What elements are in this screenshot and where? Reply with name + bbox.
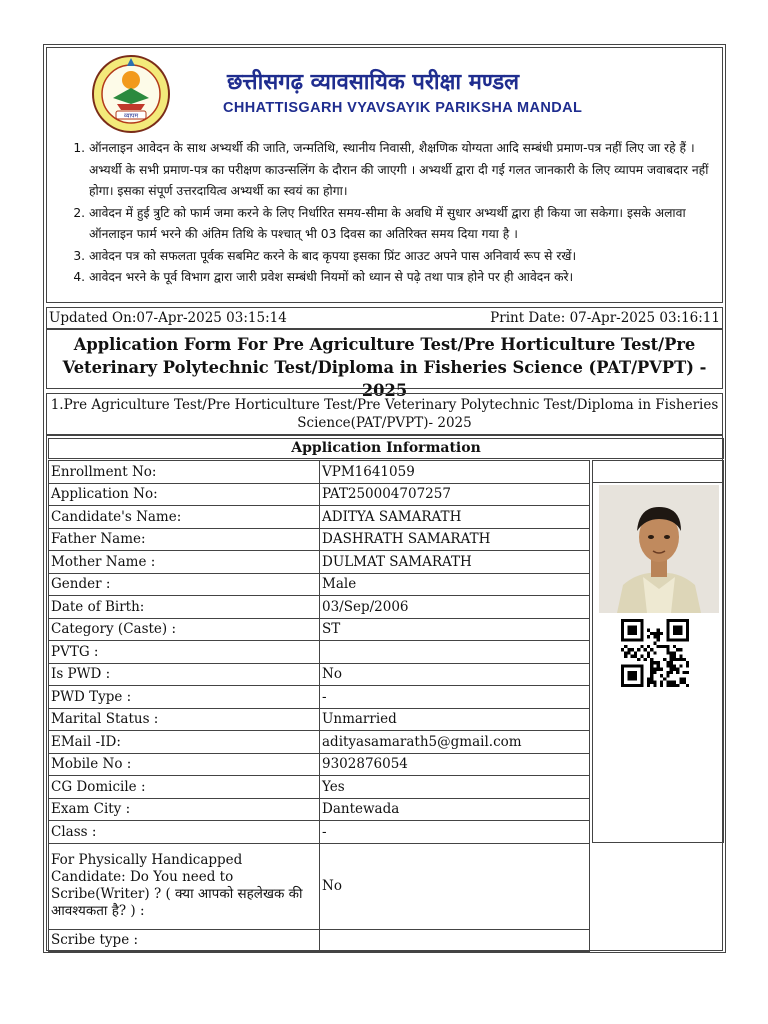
field-value: DULMAT SAMARATH: [320, 551, 590, 574]
header-section: [46, 47, 723, 303]
table-row: [49, 641, 590, 664]
field-label: Enrollment No:: [49, 461, 320, 484]
dates-bar: [46, 307, 723, 329]
field-value: No: [320, 663, 590, 686]
instruction-item: 3. आवेदन पत्र को सफलता पूर्वक सबमिट करने के बाद कृपया इसका प्रिंट आउट अपने पास अनिवार्य रूप से रखें।: [89, 246, 721, 268]
table-row: [49, 929, 590, 952]
table-row: [49, 843, 590, 929]
field-label: Class :: [49, 821, 320, 844]
instructions-list: [69, 138, 721, 289]
field-value: Unmarried: [320, 708, 590, 731]
application-sheet: [43, 44, 726, 953]
field-value: PAT250004707257: [320, 483, 590, 506]
instruction-item: 2. आवेदन में हुई त्रुटि को फार्म जमा करने के लिए निर्धारित समय-सीमा के अवधि में सुधार अभ्यर्थी द्वारा ही किया जा सकेगा। इसके अलावा ऑनलाइन फार्म भरने की अंतिम तिथि के पश्चात् भी 03 दिवस का अतिरिक्त समय दिया गया है ।: [89, 203, 721, 246]
field-label: Exam City :: [49, 798, 320, 821]
table-row: [49, 573, 590, 596]
field-value: -: [320, 821, 590, 844]
field-value: Yes: [320, 776, 590, 799]
field-label: For Physically Handicapped Candidate: Do You need to Scribe(Writer) ? ( क्या आपको सहलेखक की आवश्यकता है? ) :: [49, 843, 320, 929]
svg-text:व्यापम: व्यापम: [123, 112, 139, 120]
field-label: PVTG :: [49, 641, 320, 664]
field-label: Category (Caste) :: [49, 618, 320, 641]
field-label: Mother Name :: [49, 551, 320, 574]
field-value: 9302876054: [320, 753, 590, 776]
field-value: [320, 929, 590, 952]
instruction-item: 4. आवेदन भरने के पूर्व विभाग द्वारा जारी प्रवेश सम्बंधी नियमों को ध्यान से पढ़े तथा पात्र होने पर ही आवेदन करे।: [89, 267, 721, 289]
table-row: [49, 528, 590, 551]
field-value: -: [320, 686, 590, 709]
table-row: [49, 596, 590, 619]
table-row: [49, 506, 590, 529]
table-row: [49, 663, 590, 686]
table-row: [49, 461, 590, 484]
photo-box: [592, 482, 724, 843]
table-row: [49, 618, 590, 641]
field-label: PWD Type :: [49, 686, 320, 709]
field-value: [320, 641, 590, 664]
vyapam-logo-icon: [91, 54, 171, 134]
form-title: Application Form For Pre Agriculture Test/Pre Horticulture Test/Pre Veterinary Polytechnic Test/Diploma in Fisheries Science (PAT/PVPT) - 2025: [46, 329, 723, 389]
field-label: Gender :: [49, 573, 320, 596]
field-label: CG Domicile :: [49, 776, 320, 799]
updated-on: Updated On:07-Apr-2025 03:15:14: [49, 310, 287, 326]
table-row: [49, 731, 590, 754]
field-label: Mobile No :: [49, 753, 320, 776]
field-value: ADITYA SAMARATH: [320, 506, 590, 529]
table-row: [49, 708, 590, 731]
field-label: Father Name:: [49, 528, 320, 551]
table-row: [49, 753, 590, 776]
field-value: VPM1641059: [320, 461, 590, 484]
org-name-hindi: छत्तीसगढ़ व्यावसायिक परीक्षा मण्डल: [227, 70, 520, 95]
form-subtitle: 1.Pre Agriculture Test/Pre Horticulture Test/Pre Veterinary Polytechnic Test/Diploma in Fisheries Science(PAT/PVPT)- 2025: [46, 393, 723, 435]
qr-code-icon: [621, 619, 689, 687]
field-value: No: [320, 843, 590, 929]
table-row: [49, 798, 590, 821]
section-header: Application Information: [48, 438, 724, 459]
instruction-item: 1. ऑनलाइन आवेदन के साथ अभ्यर्थी की जाति, जन्मतिथि, स्थानीय निवासी, शैक्षणिक योग्यता आदि सम्बंधी प्रमाण-पत्र नहीं लिए जा रहे हैं । अभ्यर्थी के सभी प्रमाण-पत्र का परीक्षण काउन्सलिंग के दौरान की जाएगी । अभ्यर्थी द्वारा दी गई गलत जानकारी के लिए व्यापम जवाबदार नहीं होगा। इसका संपूर्ण उत्तरदायित्व अभ्यर्थी का स्वयं का होगा।: [89, 138, 721, 203]
print-date: Print Date: 07-Apr-2025 03:16:11: [490, 310, 720, 326]
field-value: adityasamarath5@gmail.com: [320, 731, 590, 754]
candidate-photo: [599, 485, 719, 613]
table-row: [49, 551, 590, 574]
field-label: Marital Status :: [49, 708, 320, 731]
field-value: Dantewada: [320, 798, 590, 821]
field-label: Candidate's Name:: [49, 506, 320, 529]
field-label: Scribe type :: [49, 929, 320, 952]
field-label: EMail -ID:: [49, 731, 320, 754]
table-row: [49, 821, 590, 844]
field-label: Date of Birth:: [49, 596, 320, 619]
field-label: Is PWD :: [49, 663, 320, 686]
field-value: 03/Sep/2006: [320, 596, 590, 619]
org-name-english: CHHATTISGARH VYAVSAYIK PARIKSHA MANDAL: [223, 100, 583, 116]
field-label: Application No:: [49, 483, 320, 506]
application-information: [46, 435, 723, 951]
field-value: DASHRATH SAMARATH: [320, 528, 590, 551]
table-row: [49, 686, 590, 709]
field-value: ST: [320, 618, 590, 641]
info-table: [48, 460, 590, 952]
field-value: Male: [320, 573, 590, 596]
table-row: [49, 483, 590, 506]
empty-cell: [592, 460, 724, 483]
table-row: [49, 776, 590, 799]
